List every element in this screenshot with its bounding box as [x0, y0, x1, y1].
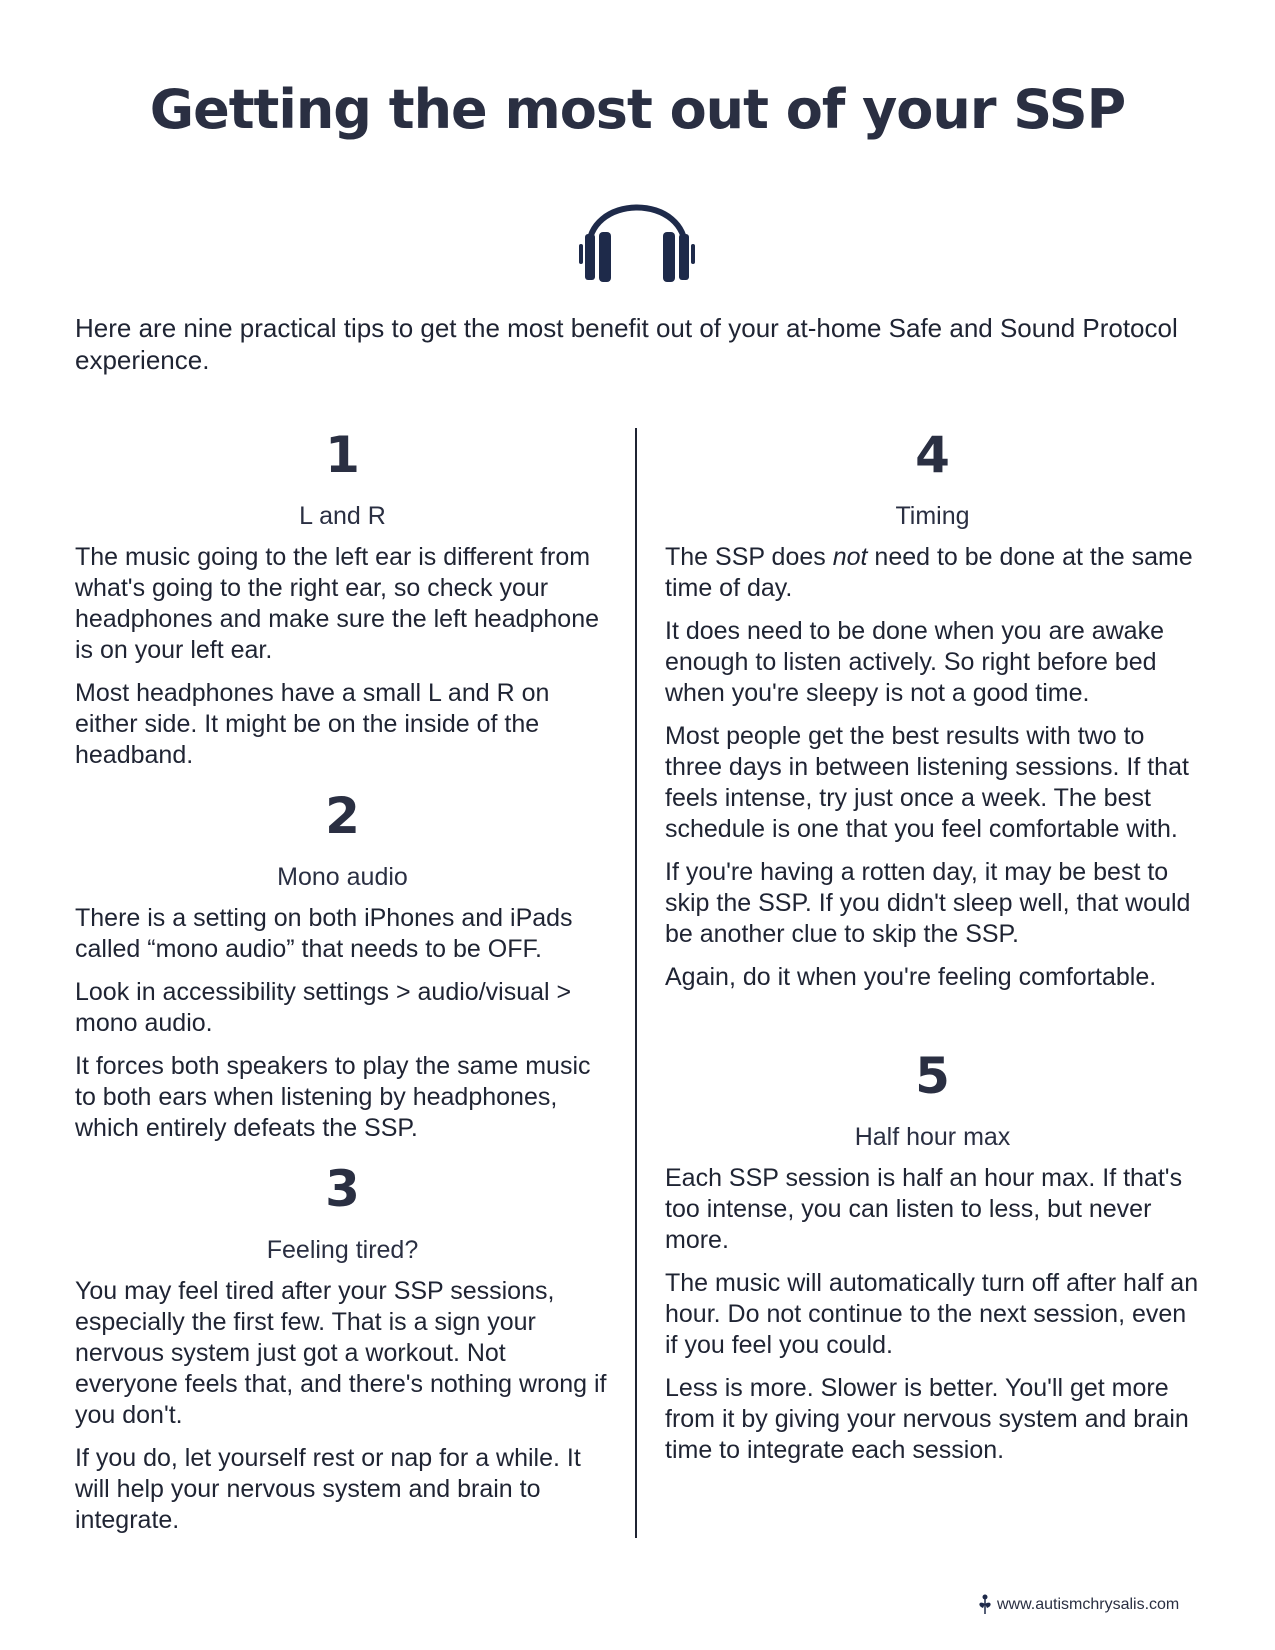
tip-number: 4: [915, 426, 950, 484]
tip-paragraph: Again, do it when you're feeling comfortable.: [665, 963, 1157, 991]
tip-heading: Feeling tired?: [266, 1236, 419, 1264]
tip-paragraph: The music going to the left ear is different from what's going to the right ear, so check your headphones and make sure the left headphone is on your left ear.: [75, 543, 600, 664]
spacer: [665, 1005, 1200, 1043]
tip-1: [75, 422, 610, 771]
tip-number: 1: [325, 426, 360, 484]
emphasis-text: not: [832, 543, 868, 571]
tip-paragraph: If you do, let yourself rest or nap for a while. It will help your nervous system and brain to integrate.: [75, 1444, 581, 1534]
tip-paragraph: It forces both speakers to play the same music to both ears when listening by headphones, which entirely defeats the SSP.: [75, 1052, 591, 1142]
tip-2: [75, 783, 610, 1144]
tip-paragraph: Most people get the best results with two to three days in between listening sessions. If that feels intense, try just once a week. The best schedule is one that you feel comfortable with.: [665, 722, 1189, 843]
tip-number: 2: [325, 787, 360, 845]
tip-paragraph: You may feel tired after your SSP sessions, especially the first few. That is a sign your nervous system just got a workout. Not everyone feels that, and there's nothing wrong if you don't.: [75, 1277, 607, 1429]
tip-text: need to be done at the same time of day.: [665, 543, 1193, 602]
footer: [975, 1594, 1179, 1616]
column-divider: [635, 428, 637, 1538]
tip-heading: Timing: [895, 502, 970, 530]
tip-number: 3: [325, 1160, 360, 1218]
tip-3: [75, 1156, 610, 1536]
tip-text: The SSP does: [665, 543, 833, 571]
tip-paragraph: There is a setting on both iPhones and iPads called “mono audio” that needs to be OFF.: [75, 904, 573, 963]
tip-heading: L and R: [299, 502, 386, 530]
tip-paragraph: Less is more. Slower is better. You'll get more from it by giving your nervous system and brain time to integrate each session.: [665, 1374, 1189, 1464]
intro-text: Here are nine practical tips to get the most benefit out of your at-home Safe and Sound Protocol experience.: [75, 313, 1178, 375]
tip-5: [665, 1043, 1200, 1466]
left-column: [75, 422, 610, 1548]
tip-4: [665, 422, 1200, 993]
tip-paragraph: If you're having a rotten day, it may be best to skip the SSP. If you didn't sleep well, that would be another clue to skip the SSP.: [665, 858, 1191, 948]
page-title: Getting the most out of your SSP: [149, 78, 1126, 141]
headphones-icon: [575, 182, 699, 290]
leaf-logo-icon: [975, 1594, 995, 1616]
footer-url[interactable]: www.autismchrysalis.com: [997, 1596, 1180, 1613]
tip-heading: Half hour max: [854, 1123, 1011, 1151]
tip-number: 5: [915, 1047, 950, 1105]
right-column: [665, 422, 1200, 1478]
tip-paragraph: [665, 542, 1200, 604]
tip-paragraph: The music will automatically turn off after half an hour. Do not continue to the next session, even if you feel you could.: [665, 1269, 1199, 1359]
tip-paragraph: It does need to be done when you are awake enough to listen actively. So right before bed when you're sleepy is not a good time.: [665, 617, 1164, 707]
tip-paragraph: Each SSP session is half an hour max. If that's too intense, you can listen to less, but never more.: [665, 1164, 1183, 1254]
tip-paragraph: Most headphones have a small L and R on either side. It might be on the inside of the headband.: [75, 679, 550, 769]
tip-heading: Mono audio: [277, 863, 408, 891]
tip-paragraph: Look in accessibility settings > audio/visual > mono audio.: [75, 978, 572, 1037]
